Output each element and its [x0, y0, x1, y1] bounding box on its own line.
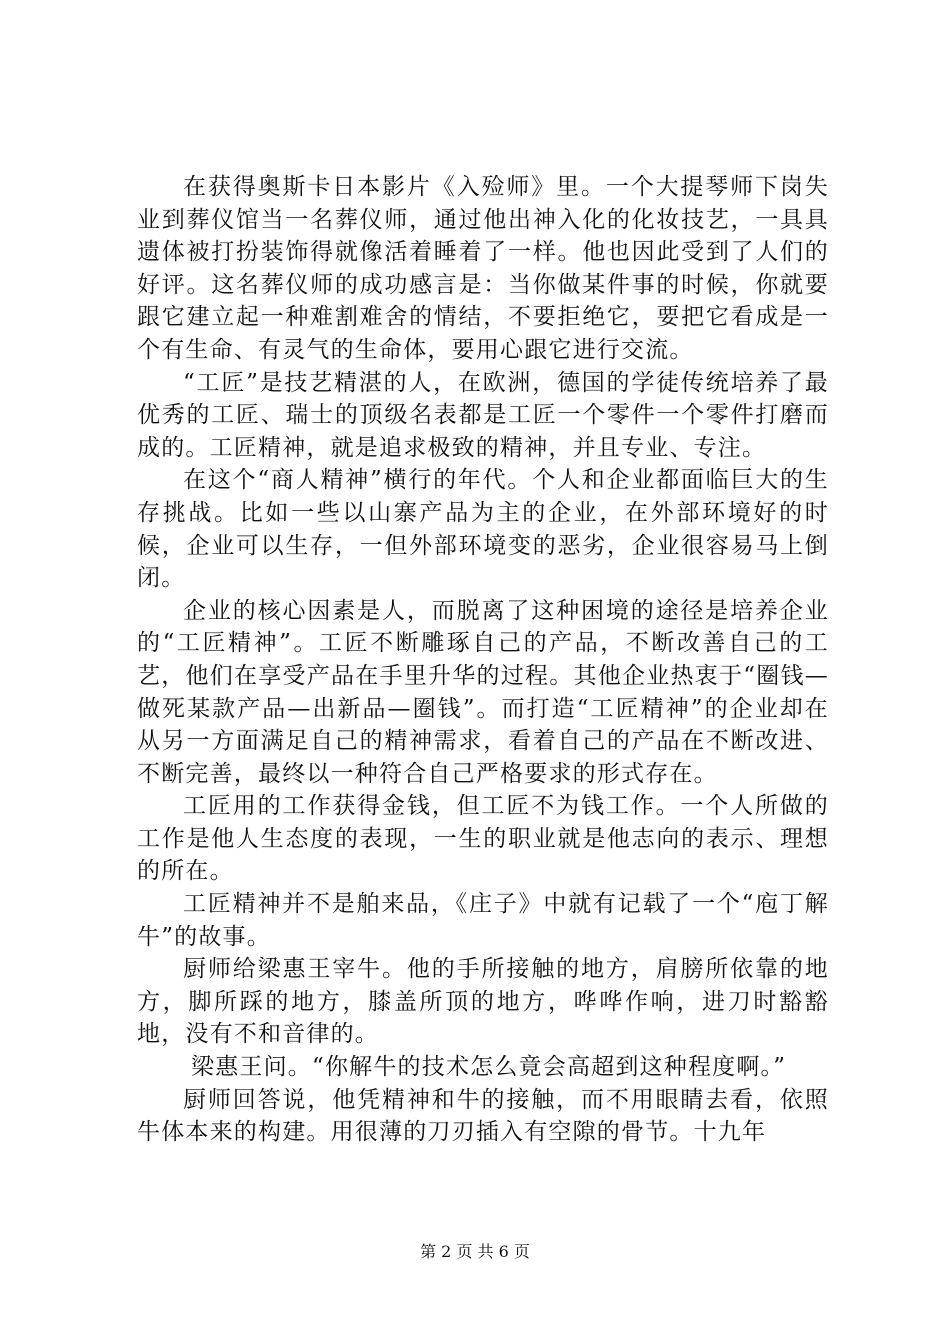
- paragraph-enterprise-core: 企业的核心因素是人，而脱离了这种困境的途径是培养企业的“工匠精神”。工匠不断雕琢自己的产品，不断改善自己的工艺，他们在享受产品在手里升华的过程。其他企业热衷于“圈钱—做死某款产品—出新品—圈钱”。而打造“工匠精神”的企业却在从另一方面满足自己的精神需求，看着自己的产品在不断改进、不断完善，最终以一种符合自己严格要求的形式存在。: [137, 597, 829, 787]
- page-footer: 第 2 页 共 6 页: [420, 1242, 530, 1261]
- paragraph-cook-answers: 厨师回答说，他凭精神和牛的接触，而不用眼睛去看，依照牛体本来的构建。用很薄的刀刃插入有空隙的骨节。十九年: [137, 1086, 829, 1146]
- paragraph-zhuangzi: 工匠精神并不是舶来品，《庄子》中就有记载了一个“庖丁解牛”的故事。: [137, 891, 829, 950]
- paragraph-merchant-spirit: 在这个“商人精神”横行的年代。个人和企业都面临巨大的生存挑战。比如一些以山寨产品为主的企业，在外部环境好的时候，企业可以生存，一但外部环境变的恶劣，企业很容易马上倒闭。: [137, 467, 829, 592]
- paragraph-king-asks: 梁惠王问。“你解牛的技术怎么竟会高超到这种程度啊。”: [191, 1054, 787, 1081]
- paragraph-departures-film: 在获得奥斯卡日本影片《入殓师》里。一个大提琴师下岗失业到葬仪馆当一名葬仪师，通过他出神入化的化妆技艺，一具具遗体被打扮装饰得就像活着睡着了一样。他也因此受到了人们的好评。这名葬仪师的成功感言是：当你做某件事的时候，你就要跟它建立起一种难割难舍的情结，不要拒绝它，要把它看成是一个有生命、有灵气的生命体，要用心跟它进行交流。: [137, 174, 829, 363]
- body-text: [137, 171, 829, 1149]
- paragraph-craftsman-definition: “工匠”是技艺精湛的人，在欧洲，德国的学徒传统培养了最优秀的工匠、瑞士的顶级名表都是工匠一个零件一个零件打磨而成的。工匠精神，就是追求极致的精神，并且专业、专注。: [137, 369, 829, 461]
- paragraph-work-and-money: 工匠用的工作获得金钱，但工匠不为钱工作。一个人所做的工作是他人生态度的表现，一生的职业就是他志向的表示、理想的所在。: [137, 793, 829, 885]
- paragraph-cook-butchers-ox: 厨师给梁惠王宰牛。他的手所接触的地方，肩膀所依靠的地方，脚所踩的地方，膝盖所顶的地方，哗哗作响，进刀时豁豁地，没有不和音律的。: [137, 956, 829, 1048]
